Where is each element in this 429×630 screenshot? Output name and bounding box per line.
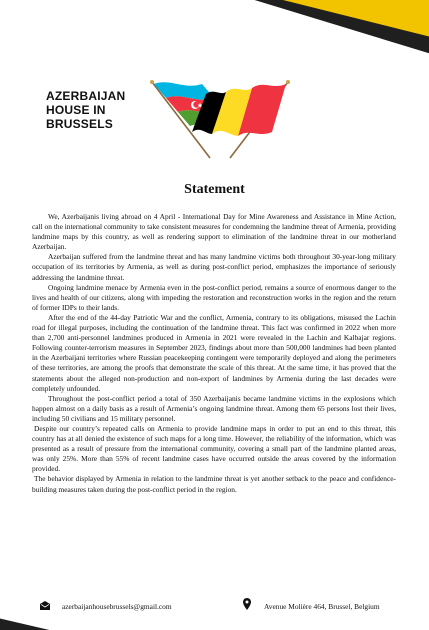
page-title: Statement [184, 182, 245, 197]
paragraph-6: Despite our country’s repeated calls on Armenia to provide landmine maps in order to put an end to this threat, this country has at all denied the existence of such maps for a long time. However, the reliability of the information, which was presented as a result of pressure from the international community, covering a small part of the landmine planted areas, was only 25%. More than 55% of recent landmine cases have occurred outside the areas covered by the information provided. [32, 423, 396, 474]
contact-email[interactable]: azerbaijanhousebrussels@gmail.com [62, 602, 172, 611]
org-name-line-3: BRUSSELS [46, 117, 113, 131]
paragraph-5: Throughout the post-conflict period a total of 350 Azerbaijanis became landmine victims in the explosions which happen almost on a daily basis as a result of Armenia’s ongoing landmine threat. Among them 65 persons lost their lives, including 50 civilians and 15 military personnel. [32, 393, 396, 423]
paragraph-3: Ongoing landmine menace by Armenia even in the post-conflict period, remains a source of enormous danger to the lives and health of our citizens, along with impeding the restoration and reconstruction works in the region and the return of former IDPs to their lands. [32, 282, 396, 312]
paragraph-2: Azerbaijan suffered from the landmine threat and has many landmine victims both throughout 30-year-long military occupation of its territories by Armenia, as well as during post-conflict period, emphasizes the importance of seriously addressing the landmine threat. [32, 252, 396, 282]
org-name-line-1: AZERBAIJAN [46, 89, 126, 103]
org-name-line-2: HOUSE IN [46, 103, 106, 117]
contact-footer [0, 598, 429, 616]
corner-decoration-gold [275, 0, 429, 38]
bottom-corner-decoration [0, 618, 58, 630]
statement-body [32, 212, 396, 495]
organization-name [46, 89, 125, 131]
crossed-flags-logo [140, 76, 300, 160]
envelope-icon [40, 601, 50, 610]
paragraph-1: We, Azerbaijanis living abroad on 4 April - International Day for Mine Awareness and Assistance in Mine Action, call on the international community to take consistent measures for condemning the landmine threat of Armenia, providing landmine maps by this country, as well as rendering support to elimination of the landmine threat in our motherland Azerbaijan. [32, 212, 396, 252]
location-pin-icon [243, 598, 251, 610]
contact-address: Avenue Molière 464, Brussel, Belgium [264, 602, 380, 611]
paragraph-4: After the end of the 44-day Patriotic War and the conflict, Armenia, contrary to its obligations, misused the Lachin road for illegal purposes, including the continuation of the landmine threat. This fact was confirmed in 2022 when more than 2,700 anti-personnel landmines produced in Armenia in 2021 were revealed in the Lachin and Kalbajar regions. Following counter-terrorism measures in September 2023, findings about more than 500,000 landmines had been planted in the Azerbaijani territories where Russian peacekeeping contingent were temporarily deployed and along the perimeters of these territories, are among the proofs that demonstrate the scale of this threat. At the same time, it has proved that the statements about the alleged non-production and non-export of landmines by Armenia during the last decades were completely unfounded. [32, 312, 396, 393]
paragraph-7: The behavior displayed by Armenia in relation to the landmine threat is yet another setback to the peace and confidence-building measures taken during the post-conflict period in the region. [32, 474, 396, 494]
